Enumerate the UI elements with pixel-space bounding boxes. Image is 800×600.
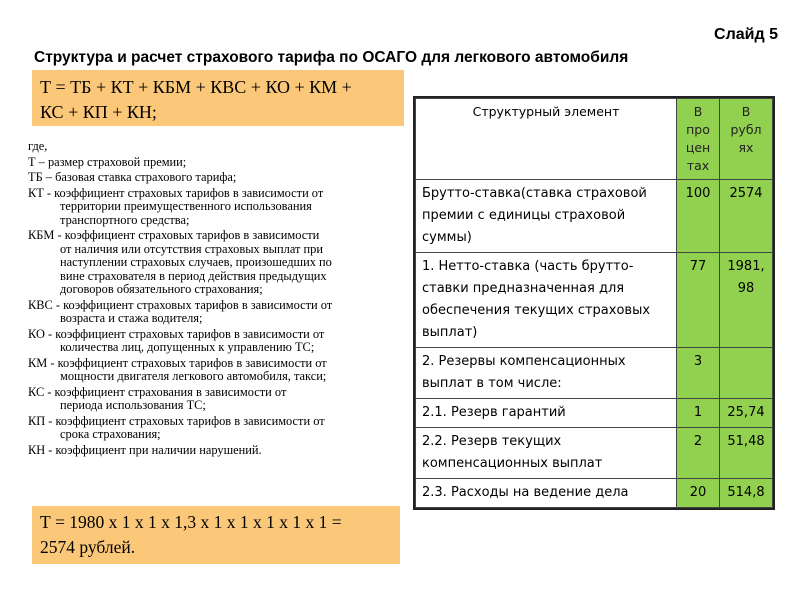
definition-first-line: КП - коэффициент страховых тарифов в зависимости от (28, 413, 325, 428)
cell-rubles: 51,48 (720, 428, 773, 479)
definition-first-line: КМ - коэффициент страховых тарифов в зависимости от (28, 355, 327, 370)
definition-continuation: вине страхователя в период действия предыдущих (60, 268, 327, 283)
cell-percent: 1 (677, 399, 720, 428)
header-element: Структурный элемент (416, 99, 677, 180)
cell-percent: 20 (677, 479, 720, 508)
cell-percent: 2 (677, 428, 720, 479)
slide-number: Слайд 5 (714, 26, 778, 43)
definition-first-line: КВС - коэффициент страховых тарифов в зависимости от (28, 297, 333, 312)
definition-item (28, 187, 412, 228)
definition-item (28, 229, 412, 297)
definition-item (28, 357, 412, 384)
table-row (416, 348, 773, 399)
cell-element: 2. Резервы компенсационных выплат в том числе: (416, 348, 677, 399)
structure-table (413, 96, 775, 510)
definition-item (28, 444, 412, 458)
cell-rubles: 514,8 (720, 479, 773, 508)
table-header-row (416, 99, 773, 180)
cell-rubles: 1981, 98 (720, 253, 773, 348)
definition-first-line: где, (28, 139, 48, 153)
slide-title: Структура и расчет страхового тарифа по ОСАГО для легкового автомобиля (34, 49, 629, 66)
definition-first-line: КС - коэффициент страхования в зависимости от (28, 384, 287, 399)
header-percent: В про цен тах (677, 99, 720, 180)
cell-element: 2.3. Расходы на ведение дела (416, 479, 677, 508)
result-line-1: Т = 1980 х 1 х 1 х 1,3 х 1 х 1 х 1 х 1 х 1 = (40, 512, 342, 532)
cell-percent: 100 (677, 180, 720, 253)
definition-continuation: договоров обязательного страхования; (60, 282, 263, 296)
header-rubles: В рубл ях (720, 99, 773, 180)
cell-rubles (720, 348, 773, 399)
definition-continuation: количества лиц, допущенных к управлению ТС; (60, 340, 315, 354)
table-row (416, 428, 773, 479)
cell-element: 2.2. Резерв текущих компенсационных выплат (416, 428, 677, 479)
definition-first-line: КБМ - коэффициент страховых тарифов в зависимости (28, 228, 320, 242)
cell-rubles: 25,74 (720, 399, 773, 428)
definition-item (28, 156, 412, 170)
definition-item (28, 140, 412, 154)
definition-first-line: КН - коэффициент при наличии нарушений. (28, 442, 262, 457)
table-row (416, 399, 773, 428)
definition-first-line: ТБ – базовая ставка страхового тарифа; (28, 170, 237, 184)
formula-line-1: Т = ТБ + КТ + КБМ + КВС + КО + КМ + (40, 77, 352, 97)
definition-continuation: наступлении страховых случаев, произошедших по (60, 255, 332, 269)
definition-first-line: КО - коэффициент страховых тарифов в зависимости от (28, 326, 325, 341)
definition-continuation: территории преимущественного использования (60, 199, 312, 213)
definition-item (28, 415, 412, 442)
table-row (416, 253, 773, 348)
definition-continuation: срока страхования; (60, 427, 161, 441)
cell-element: Брутто-ставка(ставка страховой премии с единицы страховой суммы) (416, 180, 677, 253)
table-row (416, 479, 773, 508)
formula-line-2: КС + КП + КН; (40, 102, 157, 122)
definition-continuation: мощности двигателя легкового автомобиля, такси; (60, 369, 327, 383)
definitions-list (28, 140, 412, 459)
definition-continuation: возраста и стажа водителя; (60, 311, 203, 325)
result-line-2: 2574 рублей. (40, 537, 136, 557)
definition-first-line: КТ - коэффициент страховых тарифов в зависимости от (28, 185, 324, 200)
cell-percent: 3 (677, 348, 720, 399)
definition-item (28, 299, 412, 326)
cell-element: 2.1. Резерв гарантий (416, 399, 677, 428)
definition-first-line: Т – размер страховой премии; (28, 154, 187, 169)
definition-continuation: периода использования ТС; (60, 398, 206, 412)
cell-percent: 77 (677, 253, 720, 348)
definition-item (28, 171, 412, 185)
cell-rubles: 2574 (720, 180, 773, 253)
result-box (32, 506, 400, 564)
table-row (416, 180, 773, 253)
definition-item (28, 386, 412, 413)
definition-item (28, 328, 412, 355)
definition-continuation: от наличия или отсутствия страховых выплат при (60, 241, 323, 256)
definition-continuation: транспортного средства; (60, 212, 190, 227)
cell-element: 1. Нетто-ставка (часть брутто-ставки предназначенная для обеспечения текущих страховых выплат) (416, 253, 677, 348)
formula-box (32, 70, 404, 126)
